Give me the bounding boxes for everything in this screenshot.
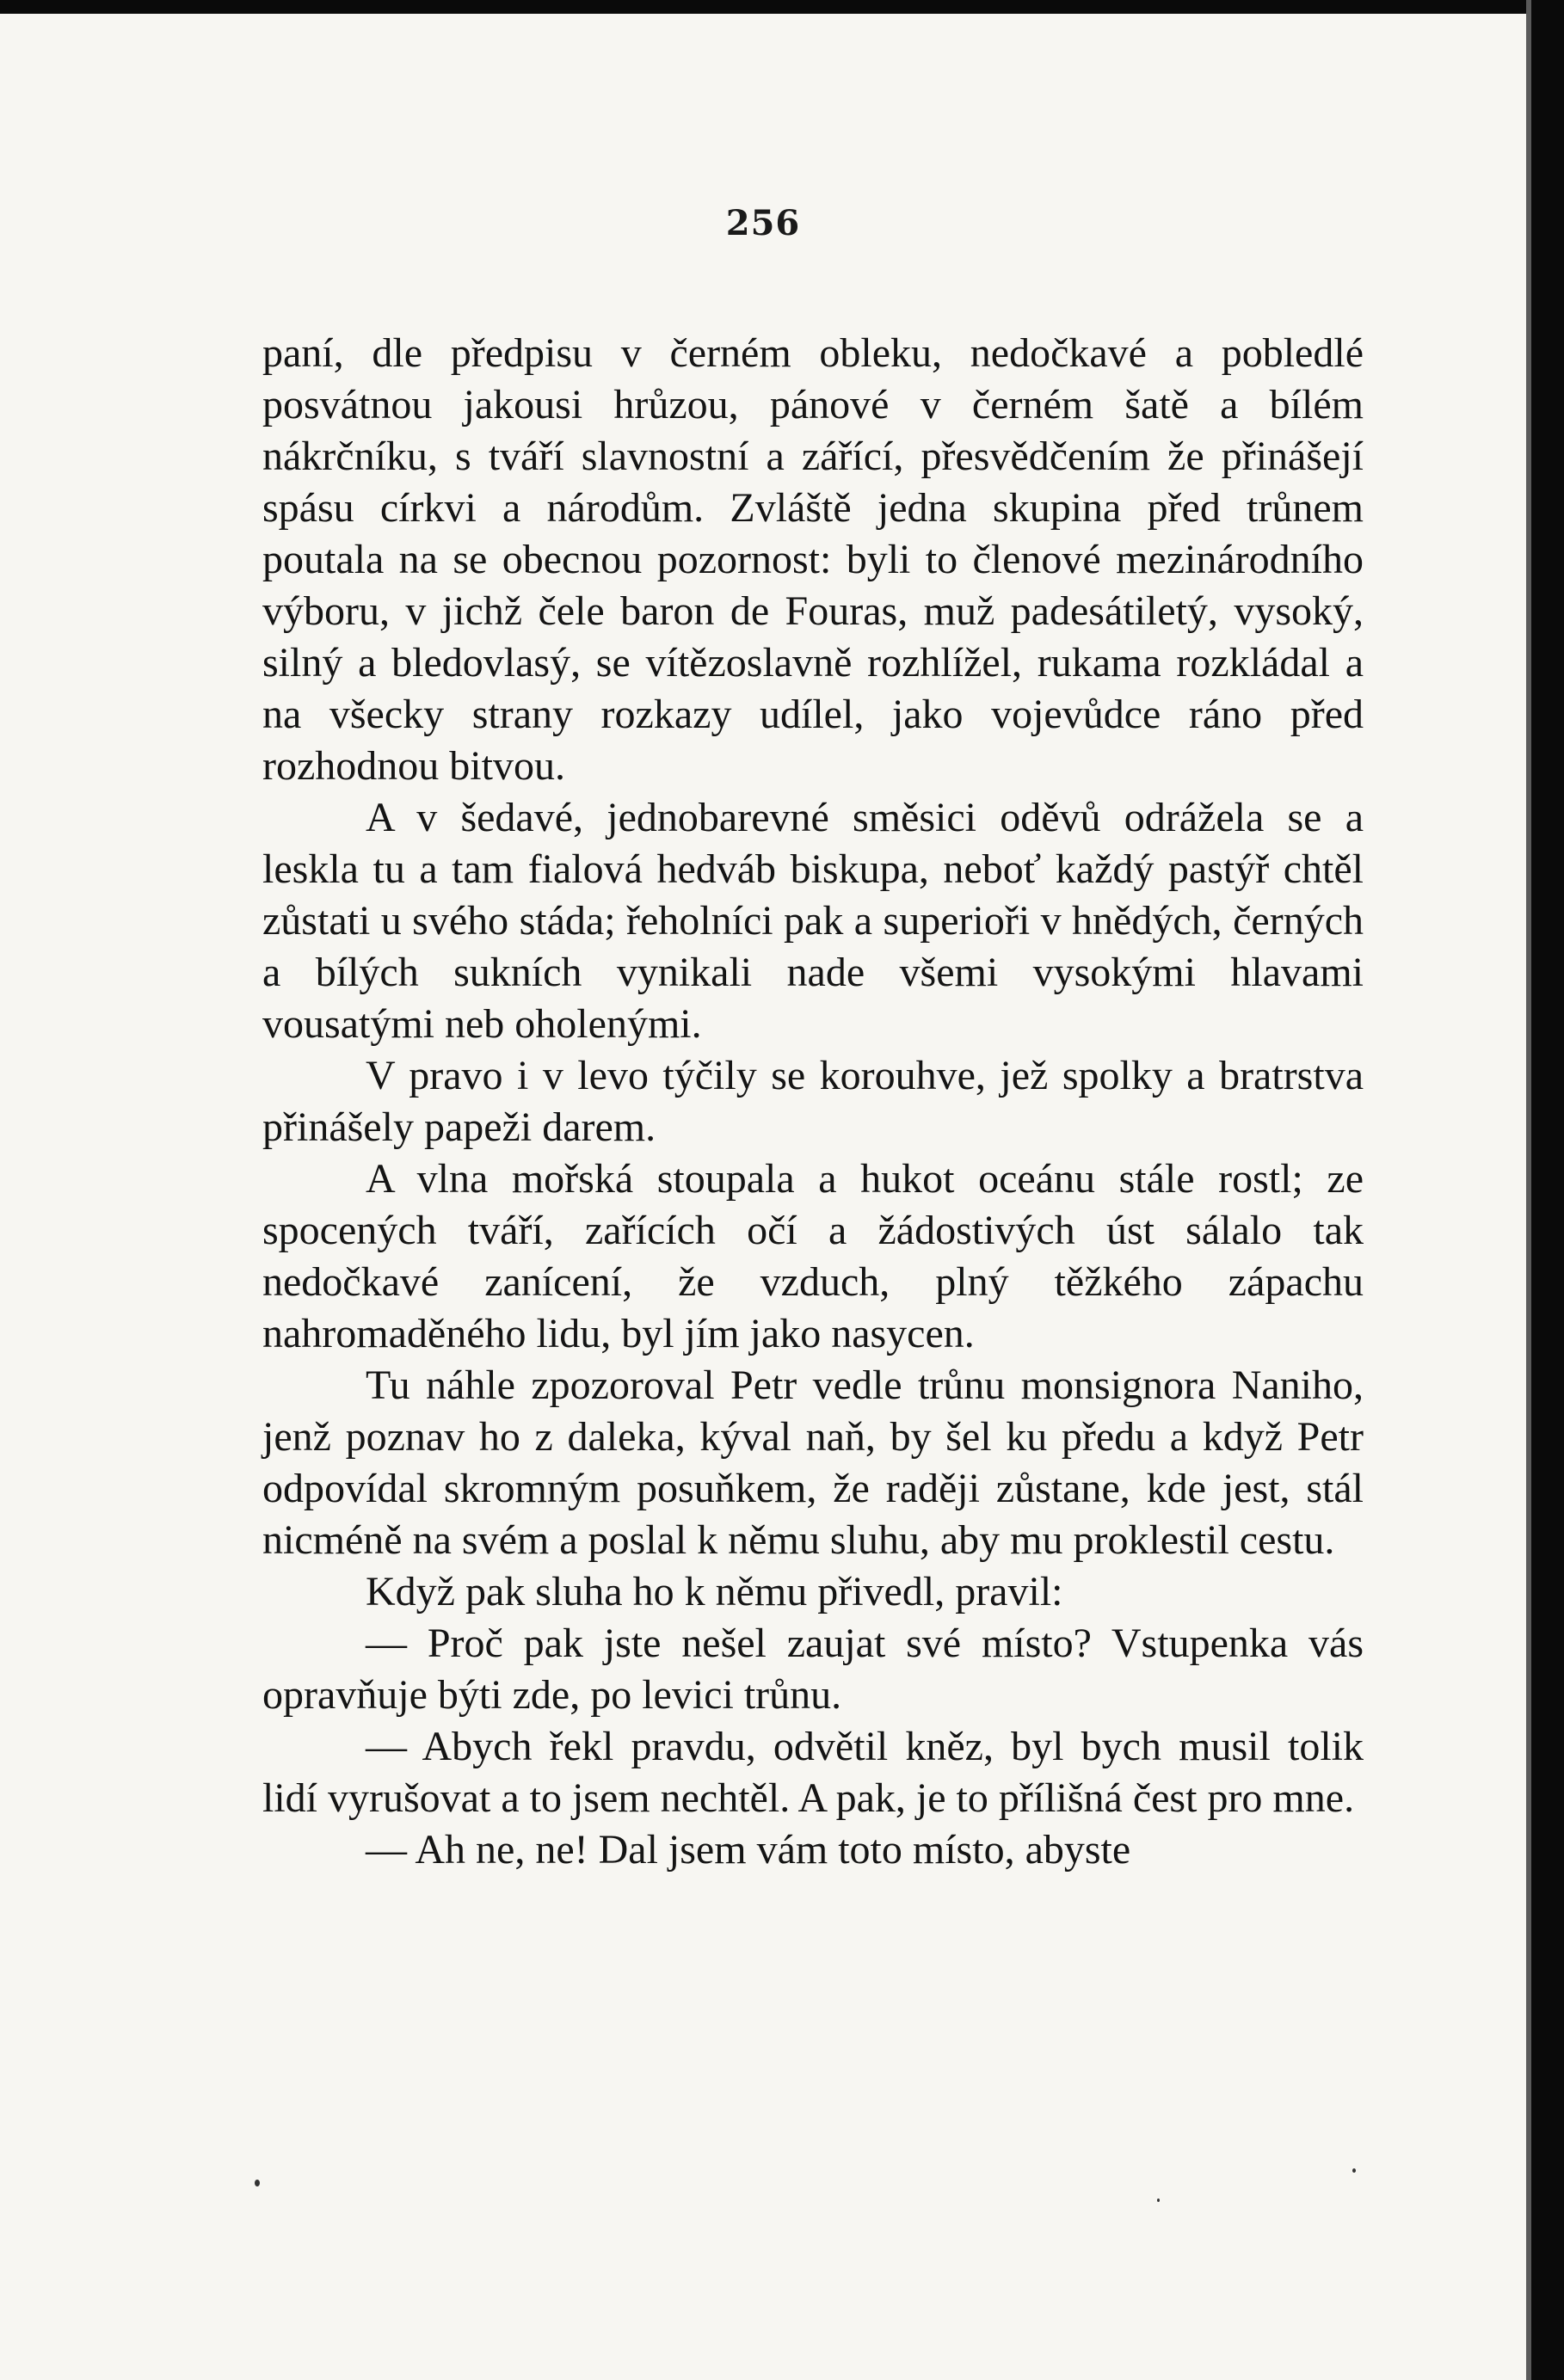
paragraph: A v šedavé, jednobarevné směsici oděvů odrážela se a leskla tu a tam fialová hedváb biskupa, neboť každý pastýř chtěl zůstati u svého stáda; řeholníci pak a superioři v hnědých, černých a bílých sukních vynikali nade všemi vysokými hlavami vousatými neb oholenými. — [262, 795, 1364, 1047]
scan-border-top — [0, 0, 1549, 14]
dialogue-line: — Abych řekl pravdu, odvětil kněz, byl bych musil tolik lidí vyrušovat a to jsem nechtěl. A pak, je to přílišná čest pro mne. — [262, 1724, 1364, 1821]
dialogue-line: — Proč pak jste nešel zaujat své místo? Vstupenka vás opravňuje býti zde, po levici trůnu. — [262, 1620, 1364, 1718]
book-page — [0, 14, 1526, 2380]
scan-border-shadow — [1526, 0, 1531, 2380]
paragraph: A vlna mořská stoupala a hukot oceánu stále rostl; ze spocených tváří, zařících očí a žádostivých úst sálalo tak nedočkavé zanícení, že vzduch, plný těžkého zápachu nahromaděného lidu, byl jím jako nasycen. — [262, 1156, 1364, 1356]
body-text — [262, 328, 1364, 1876]
scan-speck — [255, 2180, 260, 2186]
dialogue-line: — Ah ne, ne! Dal jsem vám toto místo, abyste — [366, 1827, 1131, 1873]
scan-speck — [1352, 2168, 1356, 2173]
paragraph: paní, dle předpisu v černém obleku, nedočkavé a pobledlé posvátnou jakousi hrůzou, pánové v černém šatě a bílém nákrčníku, s tváří slavnostní a zářící, přesvědčením že přinášejí spásu církvi a národům. Zvláště jedna skupina před trůnem poutala na se obecnou pozornost: byli to členové mezinárodního výboru, v jichž čele baron de Fouras, muž padesátiletý, vysoký, silný a bledovlasý, se vítězoslavně rozhlížel, rukama rozkládal a na všecky strany rozkazy udílel, jako vojevůdce ráno před rozhodnou bitvou. — [262, 330, 1364, 789]
scan-border-right — [1531, 0, 1564, 2380]
paragraph: Když pak sluha ho k němu přivedl, pravil: — [366, 1569, 1063, 1614]
paragraph: V pravo i v levo týčily se korouhve, jež spolky a bratrstva přinášely papeži darem. — [262, 1053, 1364, 1150]
scan-speck — [1157, 2199, 1160, 2202]
page-number: 256 — [725, 203, 801, 243]
paragraph: Tu náhle zpozoroval Petr vedle trůnu monsignora Naniho, jenž poznav ho z daleka, kýval naň, by šel ku předu a když Petr odpovídal skromným posuňkem, že raději zůstane, kde jest, stál nicméně na svém a poslal k němu sluhu, aby mu proklestil cestu. — [262, 1362, 1364, 1563]
